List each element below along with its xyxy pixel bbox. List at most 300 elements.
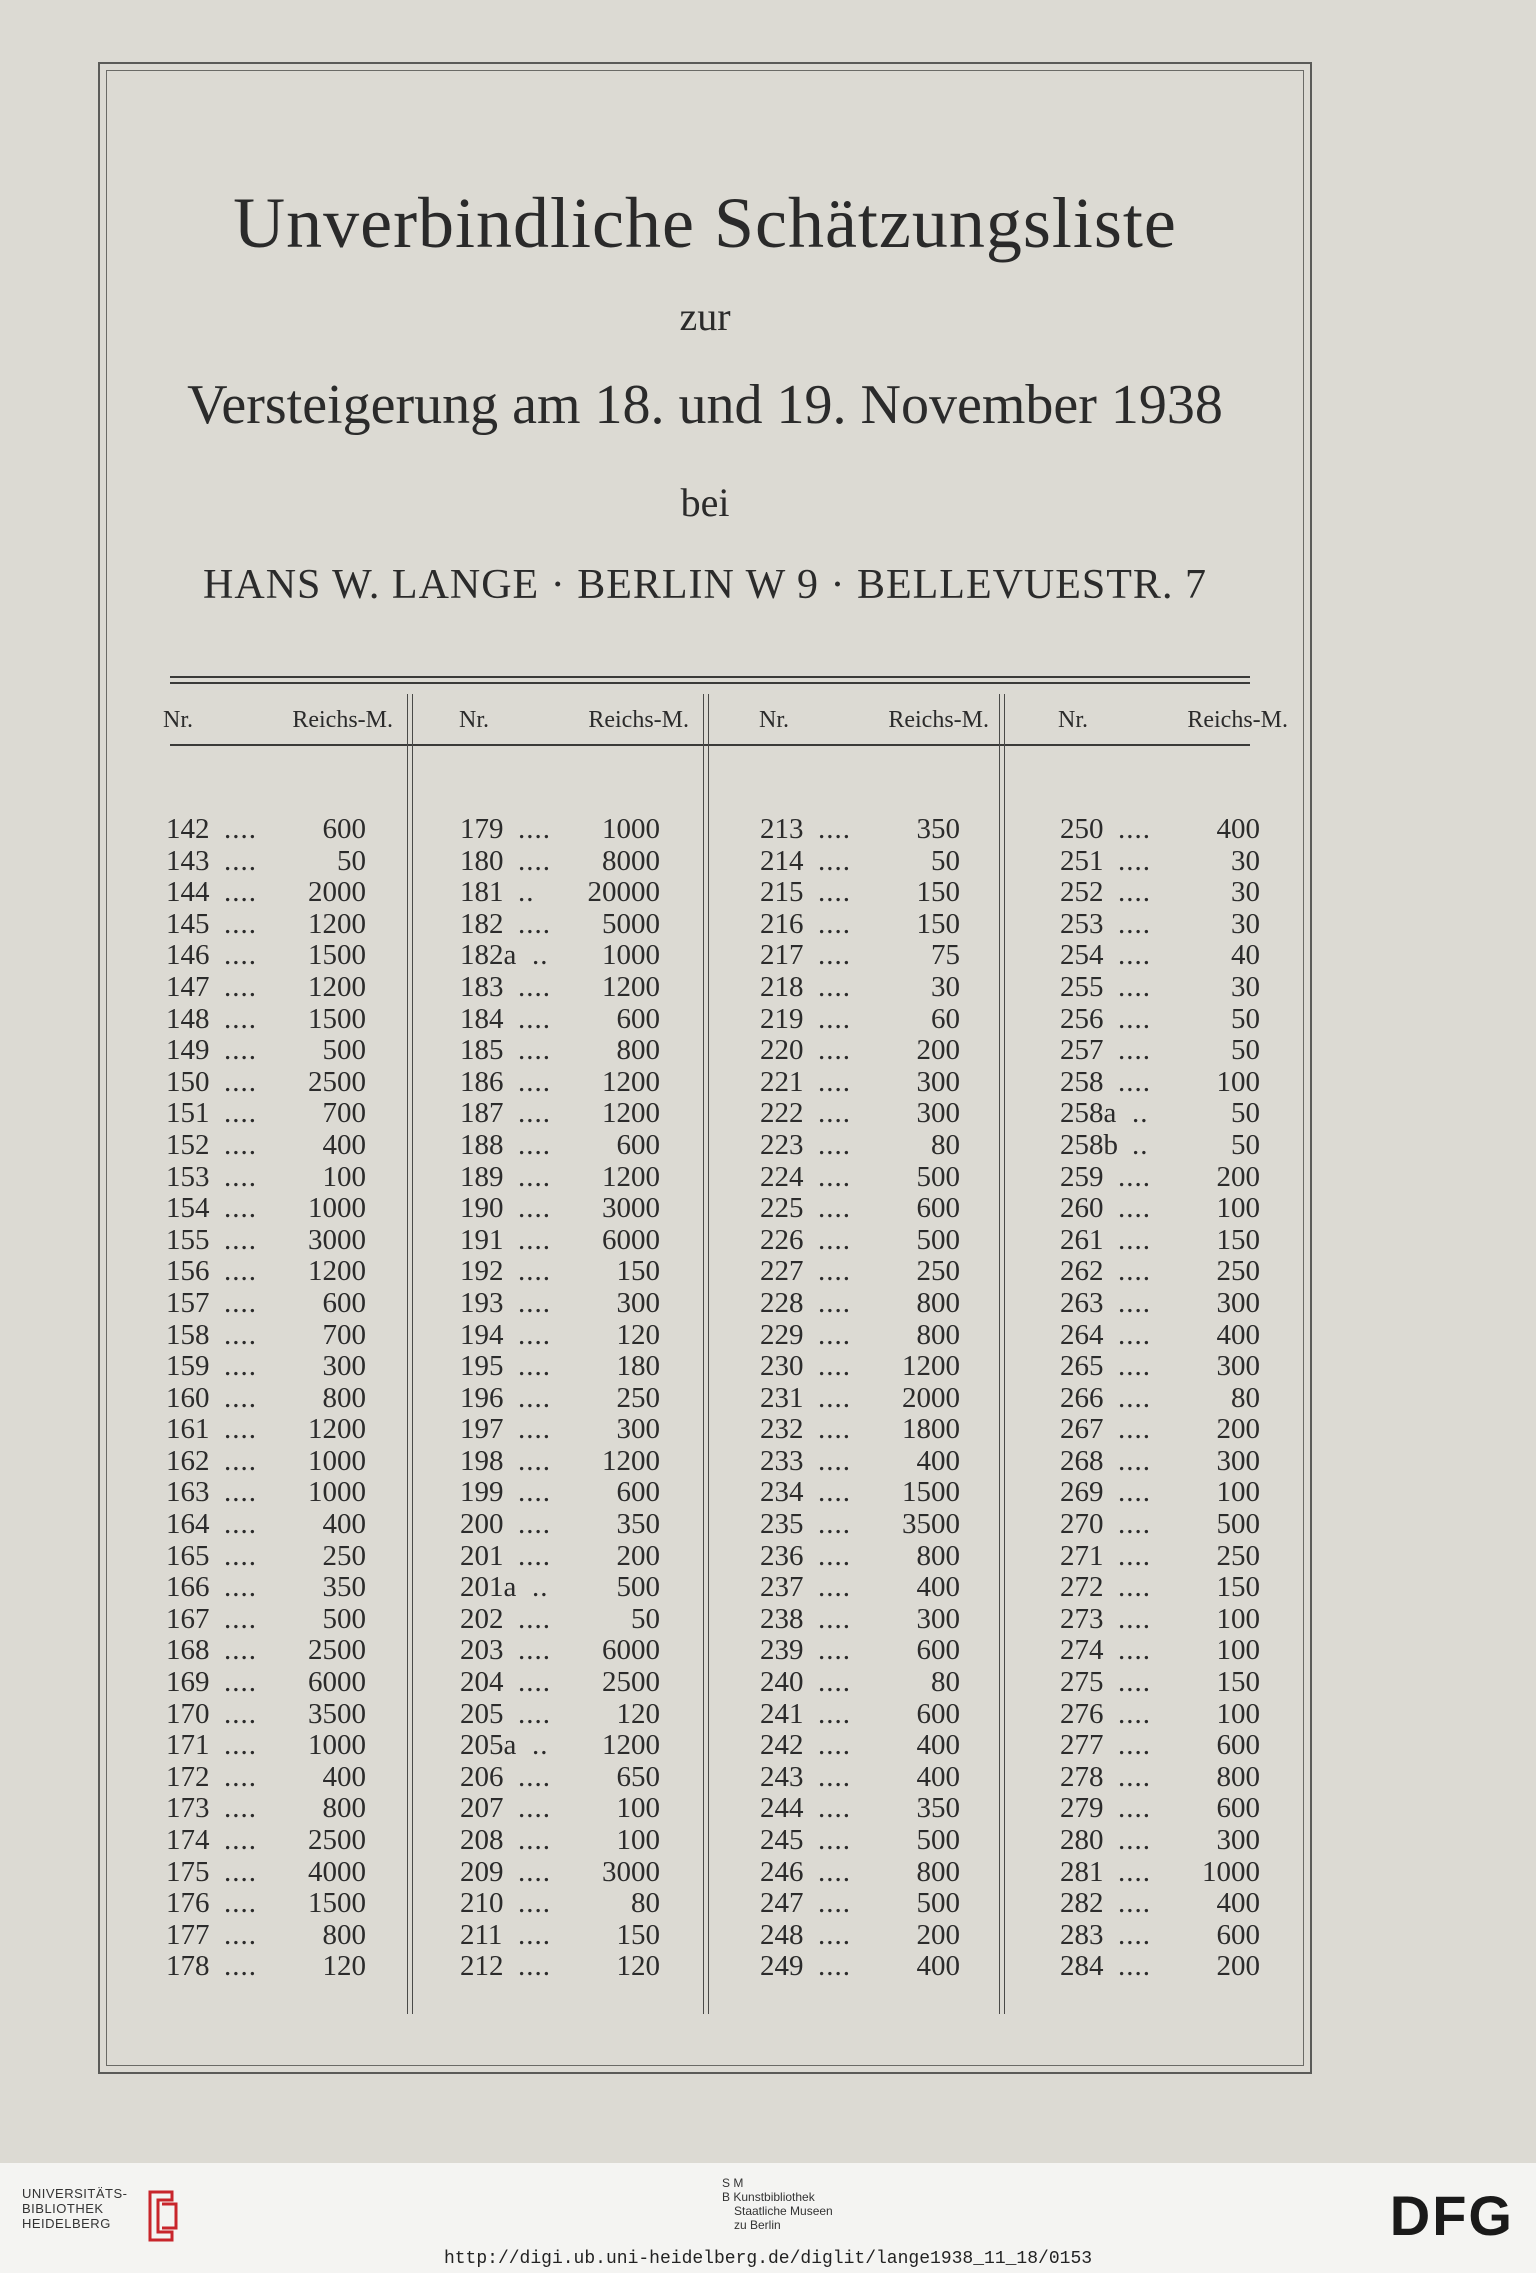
document-title: Unverbindliche Schätzungsliste (233, 183, 1177, 263)
leader-dots: .... (224, 1097, 257, 1130)
leader-dots: .... (518, 1539, 551, 1572)
lot-number: 163 (166, 1476, 210, 1509)
table-row (460, 1857, 660, 1889)
leader-dots: .. (1132, 1128, 1149, 1161)
estimate-value: 300 (322, 1350, 366, 1383)
lot-number: 158 (166, 1318, 210, 1351)
estimate-value: 350 (616, 1508, 660, 1541)
table-row (166, 1888, 366, 1920)
leader-dots: .... (224, 1065, 257, 1098)
column-divider (703, 694, 709, 2014)
leader-dots: .... (224, 1286, 257, 1319)
lot-number: 251 (1060, 844, 1104, 877)
table-row (1060, 1320, 1260, 1352)
lot-number: 230 (760, 1350, 804, 1383)
leader-dots: .... (818, 1192, 851, 1225)
table-row (760, 1446, 960, 1478)
lot-number: 213 (760, 813, 804, 845)
leader-dots: .... (224, 1350, 257, 1383)
estimate-value: 100 (1216, 1476, 1260, 1509)
table-row (1060, 1004, 1260, 1036)
leader-dots: .... (1118, 844, 1151, 877)
estimate-value: 600 (916, 1634, 960, 1667)
estimate-value: 2000 (902, 1381, 960, 1414)
table-row (1060, 1667, 1260, 1699)
estimate-value: 1500 (308, 1002, 366, 1035)
column-header (759, 702, 999, 738)
estimate-value: 400 (322, 1760, 366, 1793)
table-header-rule (170, 744, 1250, 746)
estimate-value: 600 (916, 1192, 960, 1225)
leader-dots: .... (518, 1508, 551, 1541)
lot-number: 248 (760, 1918, 804, 1951)
lot-number: 283 (1060, 1918, 1104, 1951)
estimate-value: 800 (322, 1918, 366, 1951)
table-row (166, 1067, 366, 1099)
leader-dots: .... (224, 1824, 257, 1856)
table-row (460, 1509, 660, 1541)
leader-dots: .... (518, 1824, 551, 1856)
leader-dots: .... (224, 1855, 257, 1888)
estimate-value: 200 (916, 1034, 960, 1067)
table-row (760, 1383, 960, 1415)
estimate-value: 400 (1216, 1318, 1260, 1351)
lot-number: 187 (460, 1097, 504, 1130)
estimate-value: 350 (916, 1792, 960, 1825)
estimate-value: 1000 (308, 1192, 366, 1225)
leader-dots: .... (224, 1729, 257, 1762)
estimate-value: 50 (1231, 1097, 1260, 1130)
table-row (760, 1541, 960, 1573)
leader-dots: .... (1118, 1508, 1151, 1541)
header-reichsmark: Reichs-M. (1187, 707, 1288, 733)
estimate-value: 500 (322, 1034, 366, 1067)
estimate-column (760, 814, 960, 1983)
table-row (460, 1667, 660, 1699)
estimate-value: 150 (616, 1918, 660, 1951)
leader-dots: .... (518, 1160, 551, 1193)
header-reichsmark: Reichs-M. (888, 707, 989, 733)
lot-number: 258b (1060, 1128, 1118, 1161)
estimate-value: 400 (322, 1128, 366, 1161)
estimate-value: 200 (1216, 1413, 1260, 1446)
estimate-value: 1800 (902, 1413, 960, 1446)
header-reichsmark: Reichs-M. (292, 707, 393, 733)
table-row (460, 1541, 660, 1573)
lot-number: 219 (760, 1002, 804, 1035)
lot-number: 218 (760, 970, 804, 1003)
leader-dots: .... (224, 1571, 257, 1604)
estimate-value: 100 (616, 1824, 660, 1856)
table-row (460, 1098, 660, 1130)
leader-dots: .... (518, 1097, 551, 1130)
table-row (460, 1130, 660, 1162)
estimate-value: 800 (916, 1286, 960, 1319)
leader-dots: .... (1118, 1034, 1151, 1067)
estimate-value: 400 (916, 1444, 960, 1477)
estimate-value: 800 (322, 1381, 366, 1414)
estimate-value: 600 (322, 1286, 366, 1319)
estimate-value: 250 (1216, 1255, 1260, 1288)
source-url[interactable]: http://digi.ub.uni-heidelberg.de/diglit/lange1938_11_18/0153 (443, 2249, 1093, 2269)
leader-dots: .... (818, 1824, 851, 1856)
table-row (460, 1383, 660, 1415)
leader-dots: .... (1118, 1381, 1151, 1414)
leader-dots: .... (224, 1508, 257, 1541)
lot-number: 224 (760, 1160, 804, 1193)
lot-number: 198 (460, 1444, 504, 1477)
leader-dots: .... (518, 1697, 551, 1730)
lot-number: 223 (760, 1128, 804, 1161)
leader-dots: .... (1118, 1792, 1151, 1825)
lot-number: 217 (760, 939, 804, 972)
lot-number: 275 (1060, 1666, 1104, 1699)
table-row (1060, 1951, 1260, 1983)
leader-dots: .... (818, 1128, 851, 1161)
lot-number: 255 (1060, 970, 1104, 1003)
table-row (1060, 1288, 1260, 1320)
leader-dots: .... (818, 1065, 851, 1098)
lot-number: 221 (760, 1065, 804, 1098)
table-row (760, 1857, 960, 1889)
lot-number: 239 (760, 1634, 804, 1667)
table-row (460, 1004, 660, 1036)
table-row (760, 1225, 960, 1257)
lot-number: 196 (460, 1381, 504, 1414)
table-row (166, 1446, 366, 1478)
lot-number: 253 (1060, 907, 1104, 940)
table-row (1060, 1888, 1260, 1920)
estimate-value: 800 (1216, 1760, 1260, 1793)
table-row (760, 1004, 960, 1036)
table-row (1060, 1162, 1260, 1194)
leader-dots: .... (224, 970, 257, 1003)
estimate-value: 350 (916, 813, 960, 845)
lot-number: 228 (760, 1286, 804, 1319)
estimate-value: 500 (1216, 1508, 1260, 1541)
lot-number: 281 (1060, 1855, 1104, 1888)
leader-dots: .... (818, 844, 851, 877)
leader-dots: .... (818, 1729, 851, 1762)
leader-dots: .... (518, 1476, 551, 1509)
document-zur: zur (679, 294, 731, 339)
lot-number: 211 (460, 1918, 503, 1951)
lot-number: 146 (166, 939, 210, 972)
lot-number: 162 (166, 1444, 210, 1477)
table-row (1060, 814, 1260, 846)
table-row (1060, 1730, 1260, 1762)
leader-dots: .... (518, 1223, 551, 1256)
table-row (166, 1098, 366, 1130)
estimate-value: 50 (1231, 1034, 1260, 1067)
estimate-value: 2500 (308, 1065, 366, 1098)
estimate-value: 600 (616, 1476, 660, 1509)
leader-dots: .... (818, 1887, 851, 1920)
estimate-value: 1200 (308, 907, 366, 940)
table-row (460, 814, 660, 846)
leader-dots: .... (518, 970, 551, 1003)
table-row (760, 1951, 960, 1983)
table-row (166, 940, 366, 972)
table-row (166, 1351, 366, 1383)
leader-dots: .... (518, 1792, 551, 1825)
estimate-value: 500 (916, 1160, 960, 1193)
leader-dots: .... (518, 1887, 551, 1920)
table-row (1060, 1414, 1260, 1446)
leader-dots: .... (224, 1634, 257, 1667)
table-row (760, 814, 960, 846)
leader-dots: .... (224, 1381, 257, 1414)
header-nr: Nr. (1058, 707, 1088, 733)
table-row (166, 1256, 366, 1288)
lot-number: 157 (166, 1286, 210, 1319)
estimate-value: 150 (616, 1255, 660, 1288)
leader-dots: .... (518, 813, 551, 845)
table-row (460, 1604, 660, 1636)
estimate-value: 50 (631, 1602, 660, 1635)
estimate-value: 350 (322, 1571, 366, 1604)
table-row (460, 1825, 660, 1857)
leader-dots: .... (818, 1634, 851, 1667)
leader-dots: .... (818, 1318, 851, 1351)
table-row (760, 1509, 960, 1541)
lot-number: 165 (166, 1539, 210, 1572)
leader-dots: .... (224, 1318, 257, 1351)
leader-dots: .... (1118, 1855, 1151, 1888)
lot-number: 208 (460, 1824, 504, 1856)
lot-number: 269 (1060, 1476, 1104, 1509)
lot-number: 205 (460, 1697, 504, 1730)
estimate-value: 1200 (308, 1255, 366, 1288)
table-row (166, 1130, 366, 1162)
lot-number: 242 (760, 1729, 804, 1762)
estimate-value: 40 (1231, 939, 1260, 972)
estimate-value: 400 (916, 1950, 960, 1983)
dfg-logo[interactable]: DFG (1389, 2184, 1514, 2247)
table-row (166, 1762, 366, 1794)
lot-number: 201 (460, 1539, 504, 1572)
lot-number: 191 (460, 1223, 504, 1256)
leader-dots: .... (1118, 1950, 1151, 1983)
estimate-value: 300 (616, 1413, 660, 1446)
lot-number: 272 (1060, 1571, 1104, 1604)
lot-number: 245 (760, 1824, 804, 1856)
estimate-value: 30 (1231, 844, 1260, 877)
lot-number: 250 (1060, 813, 1104, 845)
table-row (1060, 1857, 1260, 1889)
lot-number: 241 (760, 1697, 804, 1730)
table-row (166, 1414, 366, 1446)
leader-dots: .... (1118, 1729, 1151, 1762)
table-row (166, 1699, 366, 1731)
estimate-value: 250 (322, 1539, 366, 1572)
lot-number: 164 (166, 1508, 210, 1541)
leader-dots: .... (1118, 1476, 1151, 1509)
estimate-value: 3000 (602, 1192, 660, 1225)
leader-dots: .... (818, 1255, 851, 1288)
estimate-value: 400 (916, 1571, 960, 1604)
ub-heidelberg-text: UNIVERSITÄTS- BIBLIOTHEK HEIDELBERG (22, 2186, 128, 2231)
estimate-value: 30 (931, 970, 960, 1003)
estimate-value: 300 (1216, 1824, 1260, 1856)
estimate-value: 120 (322, 1950, 366, 1983)
lot-number: 142 (166, 813, 210, 845)
table-top-rule (170, 676, 1250, 684)
estimate-value: 1000 (308, 1444, 366, 1477)
table-row (1060, 1541, 1260, 1573)
estimate-value: 700 (322, 1318, 366, 1351)
estimate-value: 1000 (308, 1476, 366, 1509)
table-row (760, 877, 960, 909)
leader-dots: .... (518, 1002, 551, 1035)
estimate-value: 1500 (902, 1476, 960, 1509)
header-nr: Nr. (163, 707, 193, 733)
table-row (1060, 1067, 1260, 1099)
table-row (166, 814, 366, 846)
table-row (166, 1225, 366, 1257)
leader-dots: .... (818, 1918, 851, 1951)
smb-kunstbibliothek-logo[interactable]: S M B Kunstbibliothek Staatliche Museen zu Berlin (722, 2176, 833, 2232)
leader-dots: .... (818, 1950, 851, 1983)
table-row (760, 1635, 960, 1667)
table-row (166, 1793, 366, 1825)
estimate-value: 1200 (602, 1160, 660, 1193)
estimate-value: 120 (616, 1950, 660, 1983)
lot-number: 234 (760, 1476, 804, 1509)
leader-dots: .... (1118, 1444, 1151, 1477)
lot-number: 267 (1060, 1413, 1104, 1446)
table-row (460, 940, 660, 972)
leader-dots: .... (818, 1002, 851, 1035)
table-row (760, 1920, 960, 1952)
lot-number: 212 (460, 1950, 504, 1983)
leader-dots: .... (518, 844, 551, 877)
estimate-value: 500 (916, 1223, 960, 1256)
table-row (1060, 972, 1260, 1004)
leader-dots: .... (224, 1887, 257, 1920)
table-row (166, 1288, 366, 1320)
table-row (760, 1888, 960, 1920)
lot-number: 265 (1060, 1350, 1104, 1383)
lot-number: 238 (760, 1602, 804, 1635)
lot-number: 262 (1060, 1255, 1104, 1288)
table-row (166, 877, 366, 909)
leader-dots: .... (818, 1097, 851, 1130)
lot-number: 284 (1060, 1950, 1104, 1983)
leader-dots: .... (1118, 1286, 1151, 1319)
lot-number: 178 (166, 1950, 210, 1983)
leader-dots: .... (818, 1697, 851, 1730)
lot-number: 144 (166, 876, 210, 909)
estimate-value: 1200 (602, 1444, 660, 1477)
lot-number: 167 (166, 1602, 210, 1635)
lot-number: 195 (460, 1350, 504, 1383)
table-row (460, 1446, 660, 1478)
lot-number: 176 (166, 1887, 210, 1920)
estimate-value: 80 (631, 1887, 660, 1920)
table-row (1060, 877, 1260, 909)
table-row (760, 940, 960, 972)
table-row (460, 1572, 660, 1604)
leader-dots: .... (518, 1350, 551, 1383)
lot-number: 179 (460, 813, 504, 845)
lot-number: 182a (460, 939, 517, 972)
estimate-value: 180 (616, 1350, 660, 1383)
estimate-value: 1000 (1202, 1855, 1260, 1888)
table-row (760, 1667, 960, 1699)
table-row (1060, 1509, 1260, 1541)
leader-dots: .... (518, 907, 551, 940)
lot-number: 149 (166, 1034, 210, 1067)
table-row (1060, 1793, 1260, 1825)
lot-number: 256 (1060, 1002, 1104, 1035)
ub-heidelberg-logo[interactable] (22, 2186, 192, 2246)
leader-dots: .... (518, 1381, 551, 1414)
leader-dots: .... (518, 1666, 551, 1699)
table-row (460, 1762, 660, 1794)
estimate-value: 200 (1216, 1950, 1260, 1983)
lot-number: 279 (1060, 1792, 1104, 1825)
leader-dots: .... (224, 1602, 257, 1635)
estimate-value: 80 (931, 1128, 960, 1161)
leader-dots: .... (818, 970, 851, 1003)
table-row (760, 1130, 960, 1162)
estimate-value: 800 (916, 1539, 960, 1572)
lot-number: 277 (1060, 1729, 1104, 1762)
lot-number: 210 (460, 1887, 504, 1920)
lot-number: 220 (760, 1034, 804, 1067)
leader-dots: .... (818, 1602, 851, 1635)
table-row (166, 1162, 366, 1194)
table-row (760, 1320, 960, 1352)
estimate-value: 3000 (308, 1223, 366, 1256)
leader-dots: .... (1118, 813, 1151, 845)
table-row (760, 1604, 960, 1636)
lot-number: 249 (760, 1950, 804, 1983)
lot-number: 206 (460, 1760, 504, 1793)
estimate-value: 250 (1216, 1539, 1260, 1572)
estimate-value: 50 (1231, 1002, 1260, 1035)
leader-dots: .... (224, 1002, 257, 1035)
table-row (166, 972, 366, 1004)
estimate-value: 1200 (902, 1350, 960, 1383)
estimate-column (460, 814, 660, 1983)
table-row (460, 1035, 660, 1067)
estimate-value: 2500 (602, 1666, 660, 1699)
estimate-value: 50 (931, 844, 960, 877)
estimate-value: 600 (1216, 1729, 1260, 1762)
leader-dots: .... (818, 1413, 851, 1446)
lot-number: 172 (166, 1760, 210, 1793)
estimate-value: 800 (616, 1034, 660, 1067)
leader-dots: .... (1118, 1539, 1151, 1572)
table-row (1060, 1572, 1260, 1604)
estimate-value: 300 (1216, 1286, 1260, 1319)
table-row (1060, 1825, 1260, 1857)
estimate-value: 1500 (308, 1887, 366, 1920)
lot-number: 159 (166, 1350, 210, 1383)
estimate-value: 80 (931, 1666, 960, 1699)
estimate-value: 6000 (308, 1666, 366, 1699)
leader-dots: .... (818, 1223, 851, 1256)
leader-dots: .... (1118, 939, 1151, 972)
estimate-value: 600 (1216, 1918, 1260, 1951)
lot-number: 171 (166, 1729, 210, 1762)
leader-dots: .... (818, 813, 851, 845)
leader-dots: .... (1118, 1350, 1151, 1383)
estimate-value: 300 (916, 1097, 960, 1130)
table-row (1060, 940, 1260, 972)
